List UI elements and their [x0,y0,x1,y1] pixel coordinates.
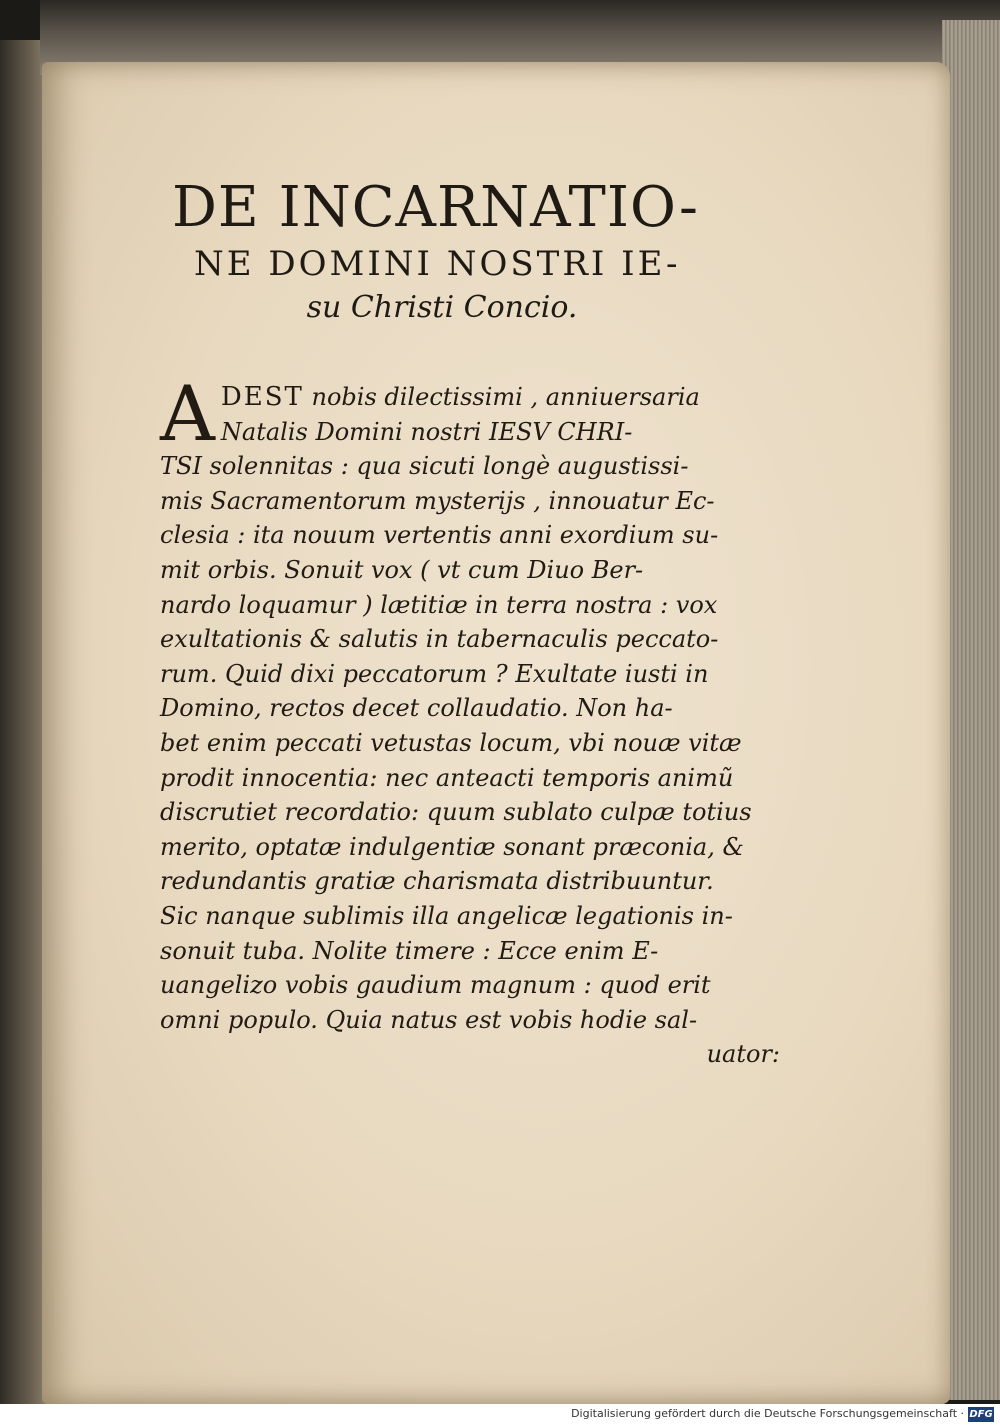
page-stack-edge [942,20,1000,1400]
dfg-logo-icon: DFG [969,1409,993,1420]
first-word: DEST [220,382,304,412]
text-line: prodit innocentia: nec anteacti temporis animũ [160,763,734,792]
text-line: rum. Quid dixi peccatorum ? Exultate iusti in [160,659,709,688]
text-line: Domino, rectos decet collaudatio. Non ha- [160,694,673,723]
catchword: uator: [706,1040,780,1069]
text-line [160,380,800,415]
text-line: mit orbis. Sonuit vox ( vt cum Diuo Ber- [160,555,644,584]
text-line: merito, optatæ indulgentiæ sonant præconia, & [160,832,744,861]
text-line-rest: nobis dilectissimi , anniuersaria [303,383,700,411]
page-title [172,175,772,325]
footer-bar [0,1404,1000,1426]
drop-cap: A [160,369,215,458]
text-line: exultationis & salutis in tabernaculis peccato- [160,625,719,654]
text-line: uangelizo vobis gaudium magnum : quod erit [160,971,711,1000]
title-line-3: su Christi Concio. [306,290,578,325]
text-line: mis Sacramentorum mysterijs , innouatur Ec- [160,486,715,515]
text-line: clesia : ita nouum vertentis anni exordium su- [160,521,719,550]
text-line: Natalis Domini nostri IESV CHRI- [220,417,633,446]
text-line: TSI solennitas : qua sicuti longè augustissi- [160,452,689,481]
body-text [160,369,800,1072]
text-line: discrutiet recordatio: quum sublato culpæ totius [160,798,752,827]
text-line: bet enim peccati vetustas locum, vbi nouæ vitæ [160,728,742,757]
footer-credit: Digitalisierung gefördert durch die Deutsche Forschungsgemeinschaft · [571,1407,964,1420]
text-line: nardo loquamur ) lætitiæ in terra nostra : vox [160,590,718,619]
text-line: Sic nanque sublimis illa angelicæ legationis in- [160,901,733,930]
title-line-1: DE INCARNATIO- [172,175,699,240]
text-line: sonuit tuba. Nolite timere : Ecce enim E- [160,936,659,965]
title-line-2: NE DOMINI NOSTRI IE- [194,244,681,284]
text-line: omni populo. Quia natus est vobis hodie sal- [160,1005,698,1034]
text-line: redundantis gratiæ charismata distribuuntur. [160,867,714,896]
